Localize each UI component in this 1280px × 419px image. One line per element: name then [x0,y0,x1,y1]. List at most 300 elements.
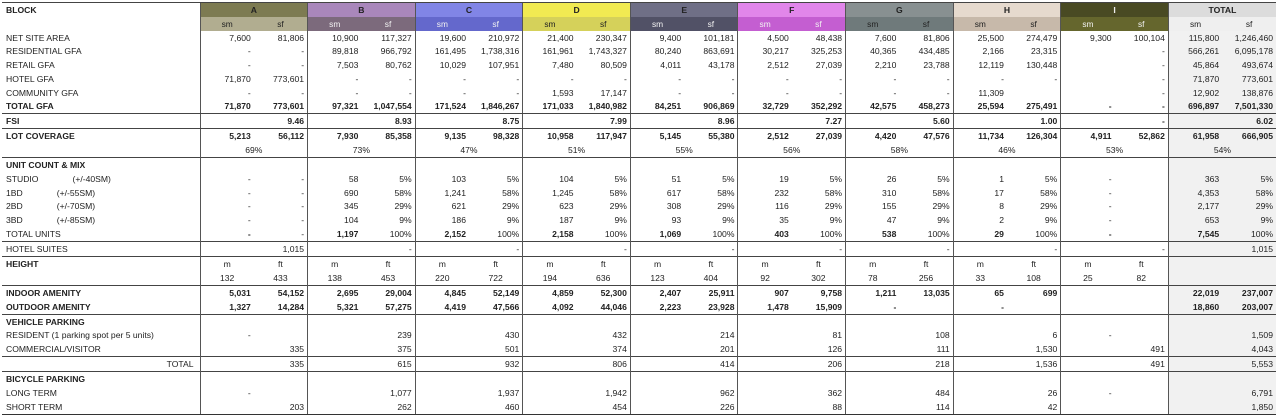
table-cell: 27,039 [815,60,843,71]
table-cell: - [200,44,254,58]
coverage-percent: 53% [1061,143,1169,157]
table-cell: 5% [829,173,843,184]
table-cell: 206 [792,357,846,372]
row-label [2,227,200,241]
table-cell: - [308,72,362,86]
table-cell: 1 [953,172,1007,186]
table-cell: 4,043 [1222,342,1276,356]
table-cell: 29% [932,201,950,212]
table-cell: - [731,73,735,84]
unit-sm-f: sm [738,17,792,31]
table-cell: - [953,300,1007,314]
table-cell [738,328,792,342]
table-cell: 29,004 [361,285,415,299]
table-cell [523,372,577,386]
table-cell [630,242,684,257]
table-row [2,257,1276,271]
table-cell: 5,031 [200,285,254,299]
table-cell: ft [577,257,631,271]
table-cell: 58% [394,187,412,198]
table-row [2,58,1276,72]
table-cell: 773,601 [254,99,308,113]
table-cell [738,242,792,257]
table-row [2,386,1276,400]
table-cell [308,158,362,172]
table-row [2,158,1276,172]
table-cell: 4,011 [630,58,684,72]
unit-sm-b: sm [308,17,362,31]
table-cell: 18,860 [1168,300,1222,314]
table-cell: 4,500 [738,31,792,45]
table-cell: - [1007,242,1061,257]
table-cell: - [946,73,950,84]
unit-size-note: (+/-70SM) [56,201,96,212]
row-label [2,186,200,200]
table-cell: ft [1007,257,1061,271]
table-cell: 5.60 [899,114,953,129]
table-cell [1222,158,1276,172]
unit-sf-g: sf [899,17,953,31]
table-cell [899,300,953,314]
table-cell: 47,576 [923,131,950,142]
table-cell: - [738,86,792,100]
row-label [2,58,200,72]
block-header-d: D [523,3,631,17]
table-cell: 4,845 [415,285,469,299]
table-cell: 966,792 [380,46,412,57]
row-label [2,300,200,314]
table-cell: 155 [846,200,900,214]
row-label-text: HOTEL GFA [6,73,54,84]
table-cell [630,400,684,415]
table-cell: ft [469,257,523,271]
unit-sm-c: sm [415,17,469,31]
table-cell [953,314,1007,328]
table-cell: 1,593 [523,86,577,100]
units-label [2,17,200,31]
table-cell: 80,509 [600,60,627,71]
table-cell: 1,478 [738,300,792,314]
table-cell: 538 [846,227,900,241]
table-cell: 71,870 [200,99,254,113]
table-cell: - [953,72,1007,86]
table-cell: 132 [200,271,254,285]
table-cell [1115,372,1169,386]
table-cell [846,342,900,356]
table-cell: - [415,72,469,86]
table-cell: - [577,242,631,257]
table-cell [200,158,254,172]
table-cell: 138,876 [1222,86,1276,100]
table-cell [953,386,1007,400]
table-cell: 92 [738,271,792,285]
table-cell: 1,077 [390,387,412,398]
table-cell: 201 [720,344,735,355]
table-cell: 432 [612,330,627,341]
table-cell: 9% [506,215,520,226]
table-cell: 10,900 [308,31,362,45]
table-cell: - [301,87,305,98]
table-cell: 1,840,982 [577,99,631,113]
unit-size-note: (+/-85SM) [56,215,96,226]
table-cell [523,400,577,415]
table-cell: 7,480 [523,58,577,72]
table-cell: 126,304 [1026,131,1058,142]
table-cell: 9,400 [630,31,684,45]
coverage-percent: 54% [1168,143,1276,157]
coverage-percent: 46% [953,143,1061,157]
coverage-percent: 55% [630,143,738,157]
table-cell: 58% [609,187,627,198]
table-cell: 194 [523,271,577,285]
block-header-c: C [415,3,523,17]
row-label-text: BICYCLE PARKING [6,374,86,385]
table-cell [1115,386,1169,400]
table-cell: 4,092 [523,300,577,314]
table-cell [415,342,469,356]
table-cell [899,158,953,172]
table-cell: 93 [630,213,684,227]
table-cell [254,314,308,328]
table-cell: 29% [1222,200,1276,214]
table-cell [1115,200,1169,214]
table-cell: 15,909 [815,301,843,312]
table-cell [738,372,792,386]
table-cell [415,242,469,257]
table-cell [1061,342,1115,356]
table-cell: 493,674 [1222,58,1276,72]
unit-sm-total: sm [1168,17,1222,31]
unit-sf-i: sf [1115,17,1169,31]
table-cell: 404 [703,272,718,283]
coverage-percent: 47% [415,143,523,157]
row-label [2,99,200,113]
table-cell [1061,300,1115,314]
table-cell: 58% [932,187,950,198]
table-cell: 12,119 [953,58,1007,72]
row-label [2,44,200,58]
table-cell: 696,897 [1168,99,1222,113]
table-cell: 623 [523,200,577,214]
table-cell: 7,545 [1168,227,1222,241]
table-cell: ft [684,257,738,271]
table-cell: 25,594 [953,99,1007,113]
table-cell [792,372,846,386]
table-cell: - [684,242,738,257]
table-cell: - [1061,200,1115,214]
row-label [2,86,200,100]
table-cell [1115,158,1169,172]
table-cell: 214 [720,330,735,341]
row-label [2,242,200,257]
table-cell [1115,400,1169,415]
table-cell: 9% [1222,213,1276,227]
table-cell: 44,046 [600,301,627,312]
table-cell: 11,734 [953,129,1007,143]
table-cell: - [1162,46,1165,57]
table-cell: - [630,86,684,100]
table-cell [200,314,254,328]
table-cell: 7,930 [308,129,362,143]
table-cell: 2,223 [630,300,684,314]
table-cell [1115,213,1169,227]
table-cell: ft [792,257,846,271]
table-cell: 100% [389,229,412,240]
table-cell [684,372,738,386]
unit-sf-f: sf [792,17,846,31]
table-cell: 40,365 [846,44,900,58]
row-label [2,372,200,386]
table-cell: 78 [846,271,900,285]
row-label [2,357,200,372]
row-label-text: 1BD [6,187,23,198]
table-cell [308,242,362,257]
table-cell: 7,501,330 [1222,99,1276,113]
table-cell: 82 [1136,272,1146,283]
table-row [2,172,1276,186]
table-cell: 2,152 [415,227,469,241]
row-label-text: RETAIL GFA [6,60,55,71]
table-cell: 58% [1222,186,1276,200]
table-cell: ft [254,257,308,271]
table-cell: 17,147 [600,87,627,98]
table-cell: 23,928 [708,301,735,312]
table-cell: 1,530 [1035,344,1058,355]
table-cell: 302 [811,272,826,283]
table-cell [1115,314,1169,328]
table-cell: 636 [596,272,611,283]
table-cell: - [1061,99,1115,113]
table-cell [254,372,308,386]
table-cell: 325,253 [811,46,843,57]
table-cell: 81,806 [277,32,305,43]
table-cell: 9,135 [415,129,469,143]
table-cell: 863,691 [703,46,735,57]
table-cell: - [415,86,469,100]
table-cell [1061,86,1115,100]
table-cell: 22,019 [1168,285,1222,299]
table-cell [630,158,684,172]
unit-sm-e: sm [630,17,684,31]
table-cell: - [301,173,305,184]
row-label [2,400,200,415]
table-cell: 9% [829,215,843,226]
table-cell: - [846,86,900,100]
row-label [2,213,200,227]
table-cell [1168,372,1222,386]
table-cell: 80,762 [385,60,412,71]
table-cell: - [301,201,305,212]
table-cell: 203,007 [1222,300,1276,314]
table-cell: 52,300 [577,285,631,299]
table-cell: 30,217 [738,44,792,58]
table-cell: 130,448 [1026,60,1058,71]
table-cell [846,114,900,129]
table-cell [1007,372,1061,386]
row-label-text: STUDIO [6,173,39,184]
table-cell: 100% [497,229,520,240]
row-label [2,328,200,342]
block-header-label: BLOCK [2,3,200,17]
table-cell: 501 [504,344,520,355]
table-cell [1061,372,1115,386]
row-label-text: LOT COVERAGE [6,131,75,142]
table-cell: 2,512 [738,58,792,72]
table-cell: 491 [1150,344,1165,355]
table-cell: 58% [1040,187,1058,198]
table-cell: - [200,172,254,186]
table-cell: 9% [1044,215,1058,226]
table-cell: 615 [361,357,415,372]
table-cell [308,314,362,328]
table-cell: 71,870 [200,72,254,86]
table-row [2,200,1276,214]
table-cell: 1,738,316 [481,46,520,57]
table-cell: 25,911 [684,285,738,299]
table-cell: - [361,242,415,257]
table-cell [846,386,900,400]
table-cell [308,328,362,342]
table-row [2,357,1276,372]
row-label-text: RESIDENT (1 parking spot per 5 units) [6,330,154,341]
table-cell [1061,114,1115,129]
table-row [2,400,1276,415]
table-cell [308,357,362,372]
row-label-text: HEIGHT [6,258,39,269]
table-cell [1168,386,1222,400]
table-cell [1115,186,1169,200]
table-cell: 5% [937,173,950,184]
table-cell: 58% [502,187,520,198]
table-cell: 1,246,460 [1222,31,1276,45]
table-cell [415,328,469,342]
block-header-a: A [200,3,308,17]
table-cell: 203 [254,400,308,415]
table-cell: 9,300 [1061,31,1115,45]
table-row [2,213,1276,227]
table-cell [200,242,254,257]
table-cell [630,342,684,356]
table-cell: 100% [820,229,843,240]
table-cell: 55,380 [708,131,735,142]
table-cell: 101,181 [703,32,735,43]
table-cell: - [630,72,684,86]
row-label [2,143,200,157]
table-row [2,242,1276,257]
unit-sf-a: sf [254,17,308,31]
table-cell [846,372,900,386]
table-cell: 81 [832,330,843,341]
table-cell: 699 [1007,285,1061,299]
table-cell: 5,553 [1222,357,1276,372]
table-cell: 653 [1168,213,1222,227]
table-cell [361,372,415,386]
table-cell: - [200,328,254,342]
coverage-percent: 73% [308,143,416,157]
table-cell: - [1054,73,1058,84]
row-label-text: HOTEL SUITES [6,244,68,255]
table-cell: 100% [604,229,627,240]
unit-size-note: (+/-40SM) [72,173,111,184]
table-cell: 26 [1047,387,1058,398]
table-cell: 100% [1035,229,1058,240]
table-cell: 54,152 [254,285,308,299]
table-cell: - [200,213,254,227]
table-cell: 84,251 [630,99,684,113]
table-cell [1168,158,1222,172]
table-cell [469,372,523,386]
table-cell: 98,328 [492,131,520,142]
table-cell: 1,850 [1222,400,1276,415]
coverage-percent: 56% [738,143,846,157]
table-cell: - [200,186,254,200]
table-cell: - [1162,60,1165,71]
table-cell: 1,015 [1222,242,1276,257]
table-cell: 29% [394,201,412,212]
table-cell [415,158,469,172]
table-cell: 666,905 [1222,129,1276,143]
table-row [2,143,1276,157]
block-header-i: I [1061,3,1169,17]
table-cell: - [839,73,843,84]
table-cell: 35 [738,213,792,227]
table-cell: 4,353 [1168,186,1222,200]
unit-sf-total: sf [1222,17,1276,31]
table-cell: 42 [1007,400,1061,415]
table-cell: 138 [308,271,362,285]
table-cell: 7,600 [200,31,254,45]
table-cell: 237,007 [1222,285,1276,299]
table-cell [1007,300,1061,314]
table-cell: 45,864 [1168,58,1222,72]
table-cell: 275,491 [1007,99,1061,113]
table-cell [846,328,900,342]
table-cell [630,114,684,129]
row-label-text: VEHICLE PARKING [6,316,85,327]
table-cell: 51 [630,172,684,186]
table-cell [523,342,577,356]
table-cell: m [200,257,254,271]
table-cell: 907 [738,285,792,299]
unit-sm-d: sm [523,17,577,31]
row-label [2,172,200,186]
table-cell: 9% [937,215,950,226]
table-cell [469,314,523,328]
table-cell: 12,902 [1168,86,1222,100]
table-cell [308,386,362,400]
table-cell: 5% [506,173,520,184]
unit-sf-b: sf [361,17,415,31]
table-cell: - [738,72,792,86]
unit-sm-i: sm [1061,17,1115,31]
table-cell [846,158,900,172]
table-cell: 2,210 [846,58,900,72]
table-cell: 256 [918,272,934,283]
table-cell [415,357,469,372]
table-cell: 61,958 [1168,129,1222,143]
table-cell [792,314,846,328]
table-cell: - [624,73,627,84]
table-cell: m [846,257,900,271]
table-cell [1168,357,1222,372]
table-cell: - [1162,73,1165,84]
row-label [2,386,200,400]
table-cell: 58% [824,187,843,198]
table-cell: 1,245 [523,186,577,200]
table-cell [415,400,469,415]
table-cell: 434,485 [918,46,950,57]
table-cell: 108 [1026,272,1041,283]
